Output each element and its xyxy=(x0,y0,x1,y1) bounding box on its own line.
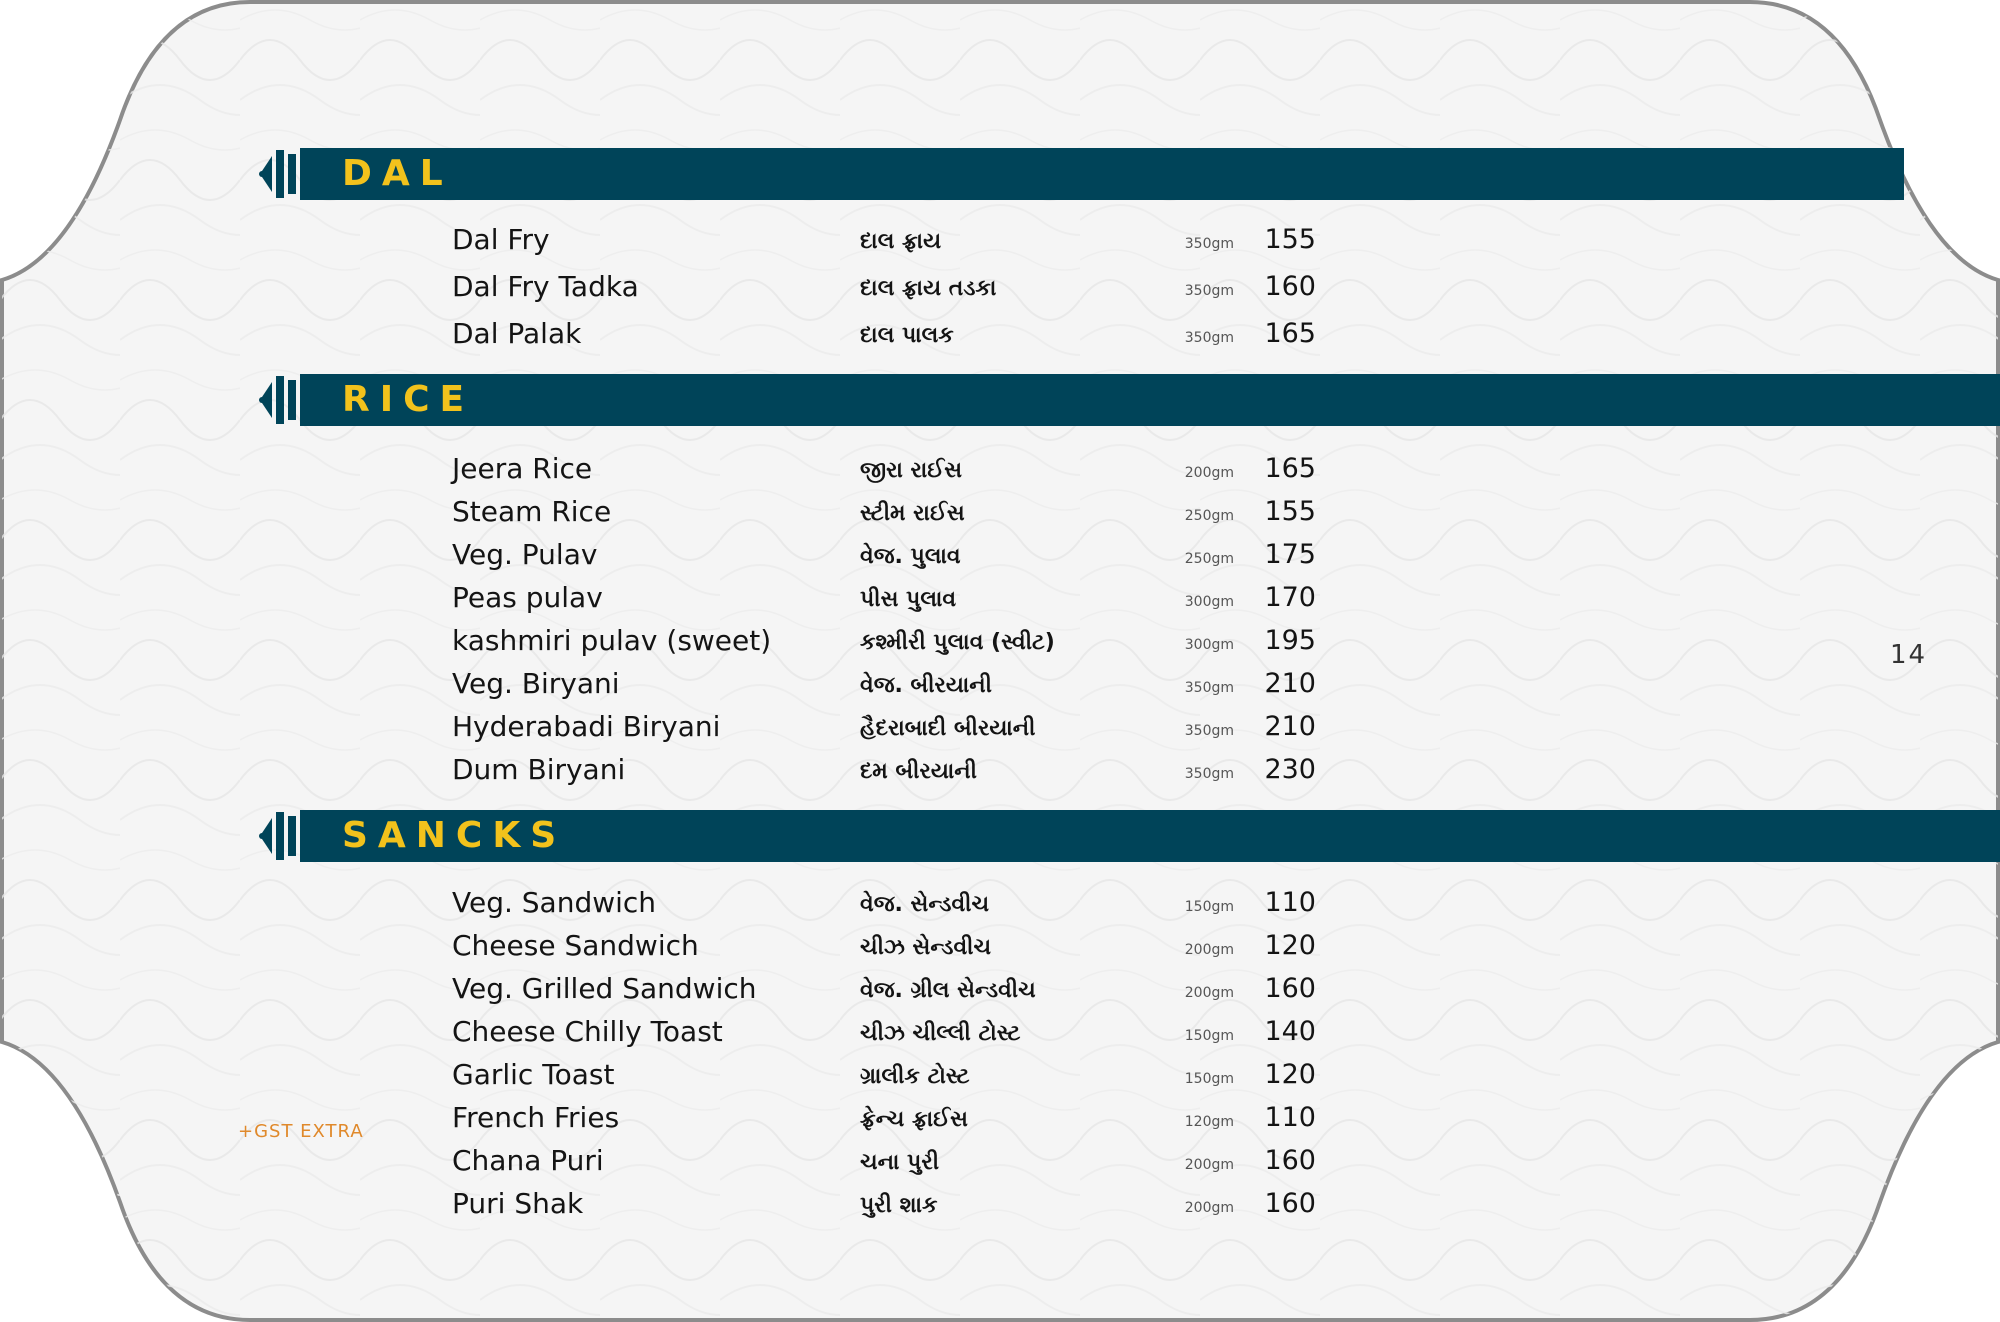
item-name: Veg. Biryani xyxy=(452,667,620,700)
emblem-icon xyxy=(256,370,312,430)
item-name-gujarati: દમ બીરયાની xyxy=(860,759,977,784)
item-name: Cheese Sandwich xyxy=(452,929,699,962)
list-item xyxy=(0,535,2000,575)
item-quantity: 300gm xyxy=(1184,594,1234,610)
list-item xyxy=(0,621,2000,661)
section-title: DAL xyxy=(342,153,453,194)
item-name-gujarati: વેજ. પુલાવ xyxy=(860,544,961,569)
item-name: Veg. Sandwich xyxy=(452,886,657,919)
gst-note: +GST EXTRA xyxy=(238,1121,364,1142)
item-name-gujarati: વેજ. બીરયાની xyxy=(860,673,992,698)
item-price: 155 xyxy=(1264,224,1316,255)
item-quantity: 200gm xyxy=(1184,465,1234,481)
item-quantity: 150gm xyxy=(1184,899,1234,915)
item-name: Steam Rice xyxy=(452,495,612,528)
item-quantity: 200gm xyxy=(1184,985,1234,1001)
item-name-gujarati: દાલ ફ્રાય તડકા xyxy=(860,276,997,301)
section-title: SANCKS xyxy=(342,815,567,856)
item-quantity: 120gm xyxy=(1184,1114,1234,1130)
item-price: 165 xyxy=(1264,318,1316,349)
item-name: Dal Palak xyxy=(452,317,582,350)
item-name: Peas pulav xyxy=(452,581,603,614)
item-price: 160 xyxy=(1264,1145,1316,1176)
item-name: Dum Biryani xyxy=(452,753,626,786)
item-price: 120 xyxy=(1264,930,1316,961)
item-name: Hyderabadi Biryani xyxy=(452,710,721,743)
item-name: Cheese Chilly Toast xyxy=(452,1015,723,1048)
section-header-band xyxy=(308,148,1904,200)
item-quantity: 350gm xyxy=(1184,766,1234,782)
list-item xyxy=(0,220,2000,260)
list-item xyxy=(0,492,2000,532)
emblem-icon xyxy=(256,806,312,866)
item-name-gujarati: ગ્રાલીક ટોસ્ટ xyxy=(860,1064,970,1089)
list-item xyxy=(0,1055,2000,1095)
item-name-gujarati: દાલ ફ્રાય xyxy=(860,229,942,254)
item-name-gujarati: હૈદરાબાદી બીરયાની xyxy=(860,716,1036,741)
item-quantity: 350gm xyxy=(1184,283,1234,299)
section-header-band xyxy=(308,374,2000,426)
item-quantity: 150gm xyxy=(1184,1028,1234,1044)
item-name-gujarati: જીરા રાઈસ xyxy=(860,458,963,483)
item-name-gujarati: વેજ. ગ્રીલ સેન્ડવીચ xyxy=(860,978,1036,1003)
section-title: RICE xyxy=(342,379,475,420)
item-quantity: 350gm xyxy=(1184,330,1234,346)
item-price: 140 xyxy=(1264,1016,1316,1047)
list-item xyxy=(0,314,2000,354)
list-item xyxy=(0,1012,2000,1052)
item-price: 160 xyxy=(1264,973,1316,1004)
item-name-gujarati: ચના પુરી xyxy=(860,1150,939,1175)
item-name-gujarati: પીસ પુલાવ xyxy=(860,587,957,612)
item-quantity: 150gm xyxy=(1184,1071,1234,1087)
emblem-icon xyxy=(256,144,312,204)
item-name: Dal Fry xyxy=(452,223,550,256)
item-quantity: 200gm xyxy=(1184,1157,1234,1173)
item-quantity: 350gm xyxy=(1184,236,1234,252)
item-price: 110 xyxy=(1264,887,1316,918)
list-item xyxy=(0,969,2000,1009)
item-quantity: 200gm xyxy=(1184,942,1234,958)
list-item xyxy=(0,1141,2000,1181)
item-price: 230 xyxy=(1264,754,1316,785)
list-item xyxy=(0,664,2000,704)
item-name-gujarati: કશ્મીરી પુલાવ (સ્વીટ) xyxy=(860,630,1055,655)
item-price: 155 xyxy=(1264,496,1316,527)
item-name: Puri Shak xyxy=(452,1187,584,1220)
item-price: 170 xyxy=(1264,582,1316,613)
page-number: 14 xyxy=(1890,640,1928,670)
item-price: 210 xyxy=(1264,668,1316,699)
item-name: Dal Fry Tadka xyxy=(452,270,639,303)
list-item xyxy=(0,267,2000,307)
item-name: Veg. Grilled Sandwich xyxy=(452,972,757,1005)
item-quantity: 250gm xyxy=(1184,508,1234,524)
item-quantity: 200gm xyxy=(1184,1200,1234,1216)
item-price: 165 xyxy=(1264,453,1316,484)
item-price: 160 xyxy=(1264,271,1316,302)
item-price: 210 xyxy=(1264,711,1316,742)
item-quantity: 350gm xyxy=(1184,723,1234,739)
item-name: Chana Puri xyxy=(452,1144,604,1177)
item-name-gujarati: પુરી શાક xyxy=(860,1193,938,1218)
item-name-gujarati: સ્ટીમ રાઈસ xyxy=(860,501,965,526)
list-item xyxy=(0,449,2000,489)
item-name-gujarati: ચીઝ સેન્ડવીચ xyxy=(860,935,992,960)
item-price: 120 xyxy=(1264,1059,1316,1090)
item-price: 195 xyxy=(1264,625,1316,656)
item-name: kashmiri pulav (sweet) xyxy=(452,624,772,657)
list-item xyxy=(0,1184,2000,1224)
item-quantity: 250gm xyxy=(1184,551,1234,567)
item-name: Veg. Pulav xyxy=(452,538,598,571)
list-item xyxy=(0,750,2000,790)
item-price: 175 xyxy=(1264,539,1316,570)
item-price: 110 xyxy=(1264,1102,1316,1133)
list-item xyxy=(0,926,2000,966)
item-name-gujarati: વેજ. સેન્ડવીચ xyxy=(860,892,990,917)
section-header-band xyxy=(308,810,2000,862)
item-name-gujarati: દાલ પાલક xyxy=(860,323,954,348)
item-price: 160 xyxy=(1264,1188,1316,1219)
item-name-gujarati: ફ્રેન્ચ ફ્રાઈસ xyxy=(860,1107,968,1132)
item-name: French Fries xyxy=(452,1101,620,1134)
list-item xyxy=(0,883,2000,923)
item-quantity: 300gm xyxy=(1184,637,1234,653)
list-item xyxy=(0,707,2000,747)
item-name: Jeera Rice xyxy=(452,452,593,485)
item-name-gujarati: ચીઝ ચીલ્લી ટોસ્ટ xyxy=(860,1021,1021,1046)
list-item xyxy=(0,578,2000,618)
item-name: Garlic Toast xyxy=(452,1058,615,1091)
item-quantity: 350gm xyxy=(1184,680,1234,696)
